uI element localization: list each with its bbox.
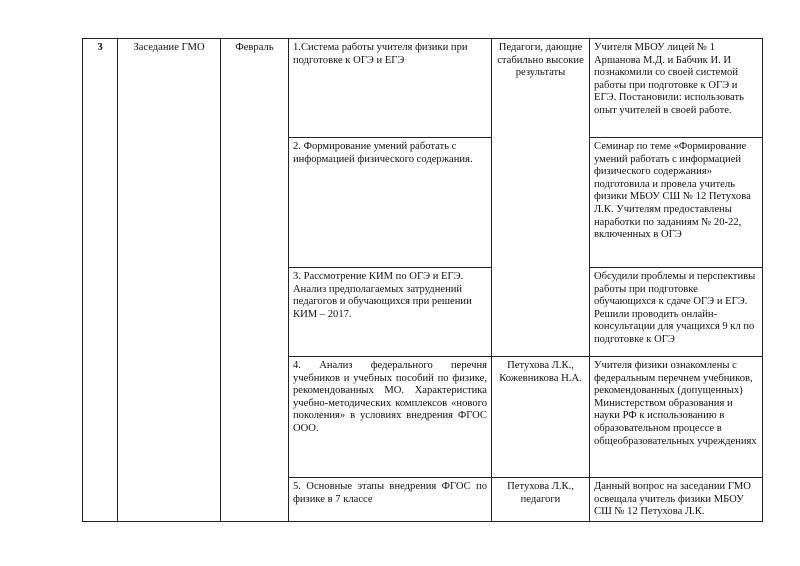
topic-cell-5: 5. Основные этапы внедрения ФГОС по физике в 7 классе (289, 478, 492, 522)
responsible-cell-4: Петухова Л.К., Кожевникова Н.А. (492, 357, 590, 478)
result-cell-3: Обсудили проблемы и перспективы работы при подготовке обучающихся к сдаче ОГЭ и ЕГЭ. Решили проводить онлайн-консультации для учащихся 9 кл по подготовке к ОГЭ (590, 268, 763, 357)
topic-cell-1: 1.Система работы учителя физики при подготовке к ОГЭ и ЕГЭ (289, 39, 492, 138)
topic-cell-4: 4. Анализ федерального перечня учебников и учебных пособий по физике, рекомендованных МО. Характеристика учебно-методических комплексов «нового поколения» в условиях внедрения ФГОС ООО. (289, 357, 492, 478)
result-cell-1: Учителя МБОУ лицей № 1 Аршанова М.Д. и Бабчик И. И познакомили со своей системой работы при подготовке к ОГЭ и ЕГЭ. Постановили: использовать опыт учителей в своей работе. (590, 39, 763, 138)
month-cell: Февраль (221, 39, 289, 522)
event-cell: Заседание ГМО (118, 39, 221, 522)
result-cell-4: Учителя физики ознакомлены с федеральным перечнем учебников, рекомендованных (допущенных) Министерством образования и науки РФ к использованию в образовательном процессе в общеобразовательных учреждениях (590, 357, 763, 478)
row-number: 3 (83, 39, 118, 522)
responsible-cell-5: Петухова Л.К., педагоги (492, 478, 590, 522)
participants-cell: Педагоги, дающие стабильно высокие результаты (492, 39, 590, 357)
topic-cell-2: 2. Формирование умений работать с информацией физического содержания. (289, 138, 492, 268)
meeting-plan-table (82, 38, 763, 522)
topic-cell-3: 3. Рассмотрение КИМ по ОГЭ и ЕГЭ. Анализ предполагаемых затруднений педагогов и обучающихся при решении КИМ – 2017. (289, 268, 492, 357)
result-cell-5: Данный вопрос на заседании ГМО освещала учитель физики МБОУ СШ № 12 Петухова Л.К. (590, 478, 763, 522)
result-cell-2: Семинар по теме «Формирование умений работать с информацией физического содержания» подготовила и провела учитель физики МБОУ СШ № 12 Петухова Л.К. Учителям предоставлены наработки по заданиям № 20-22, включенных в ОГЭ (590, 138, 763, 268)
table-row (83, 39, 763, 138)
